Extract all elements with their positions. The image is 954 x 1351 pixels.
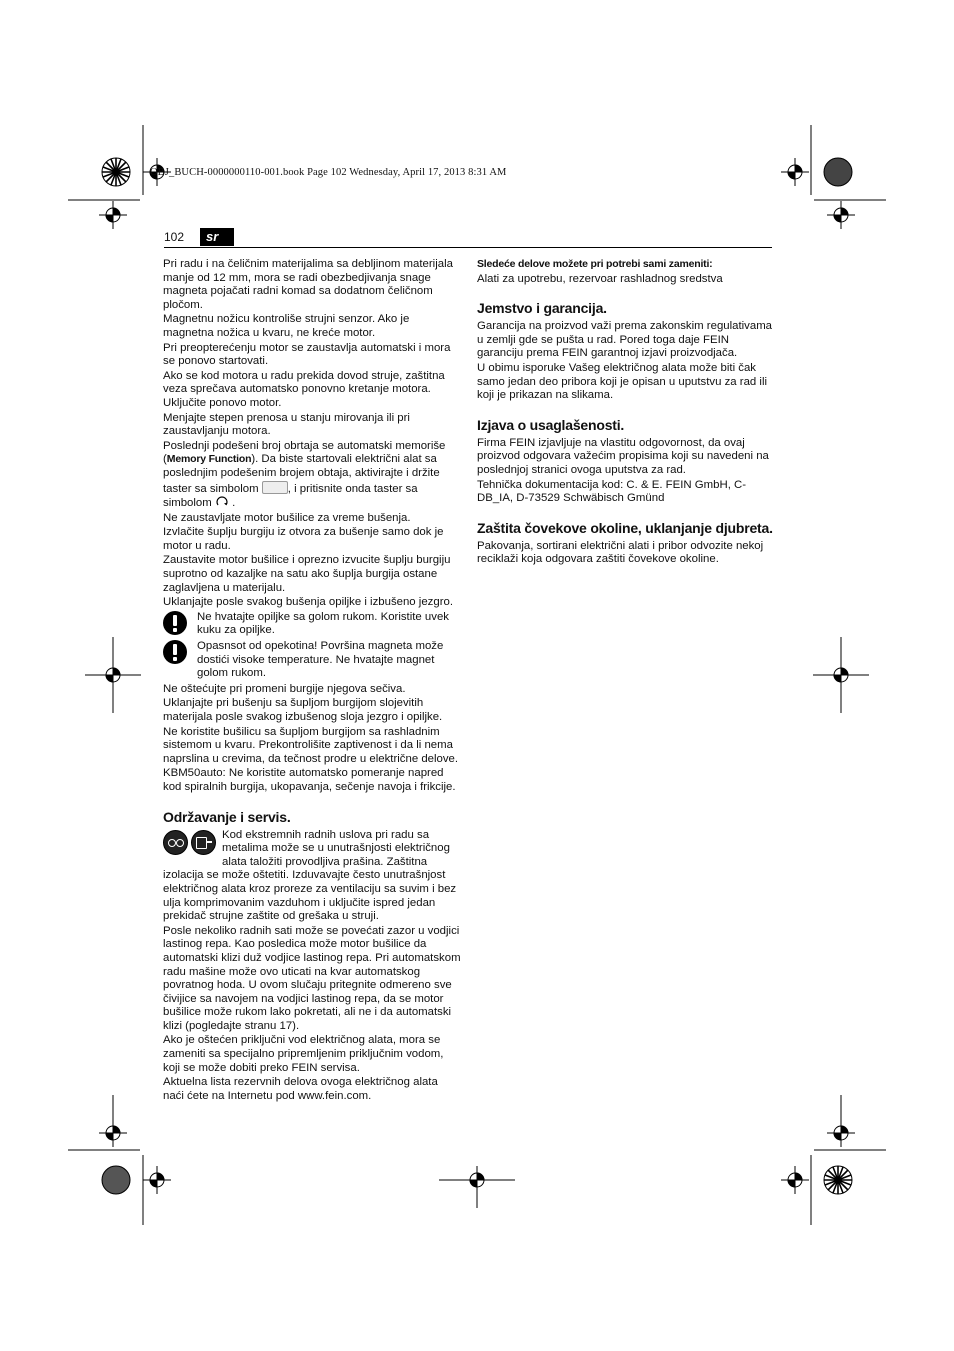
paragraph: Uklanjajte pri bušenju sa šupljom burgijom slojevitih materijala posle svakog izbušenog sloja jezgro i opiljke. (163, 697, 443, 723)
header-rule (164, 247, 772, 248)
paragraph-maintenance (163, 829, 461, 924)
text: ). Da biste startovali električni alat sa poslednjim podešenim brojem obtaja, aktivirajte i držite taster sa simbolom (163, 453, 440, 495)
paragraph: Menjajte stepen prenosa u stanju mirovanja ili pri zaustavljanju motora. (163, 411, 410, 438)
page-number: 102 (164, 230, 185, 244)
paragraph: Pakovanja, sortirani električni alati i pribor odvozite nekoj reciklaži koja odgovara zaštiti čovekove okoline. (477, 539, 764, 566)
paragraph: Pri preopterećenju motor se zaustavlja automatski i mora se ponovo startovati. (163, 341, 451, 368)
memory-function-term: Memory Function (166, 453, 252, 466)
heading-maintenance: Održavanje i servis. (163, 808, 291, 825)
heading-conformity: Izjava o usaglašenosti. (477, 416, 625, 433)
paragraph: Ako se kod motora u radu prekida dovod struje, zaštitna veza sprečava automatsko ponovno kretanje motora. Uključite ponovo motor. (163, 369, 445, 409)
replaceable-parts-heading: Sledeće delove možete pri potrebi sami zameniti: (477, 258, 713, 270)
language-badge: sr (200, 228, 234, 246)
key-symbol-icon (262, 481, 288, 494)
text: Poslednji podešeni broj obrtaja se automatski memoriše ( (163, 439, 446, 466)
file-header: OBJ_BUCH-0000000110-001.book Page 102 Wednesday, April 17, 2013 8:31 AM (150, 167, 507, 178)
warning-exclamation-icon (163, 611, 187, 635)
text: Kod ekstremnih radnih uslova pri radu sa metalima može se u unutrašnjosti električnog alata taložiti provodljiva prašina. Zaštitna izolacija se može oštetiti. Izduvavajte često unutrašnjost električnog alata kroz proreze za ventilaciju sa suvim i bez ulja komprimovanim vazduhom i uključite ispred jedan prekidač strujne zaštite od grešaka u struji. (163, 828, 457, 923)
paragraph: KBM50auto: Ne koristite automatsko pomeranje napred kod spiralnih burgija, ukopavanja, sečenje navoja i frikcije. (163, 767, 456, 793)
safety-goggles-icon (163, 830, 188, 855)
warning-text: Opasnsot od opekotina! Površina magneta može dostići visoke temperature. Ne hvatajte magnet golom rukom. (197, 640, 444, 680)
heading-warranty: Jemstvo i garancija. (477, 300, 607, 317)
warning-text: Ne hvatajte opiljke sa golom rukom. Koristite uvek kuku za opiljke. (197, 610, 449, 637)
text: . (232, 497, 236, 510)
unplug-icon (191, 830, 216, 855)
paragraph: Tehnička dokumentacija kod: C. & E. FEIN GmbH, C-DB_IA, D-73529 Schwäbisch Gmünd (477, 478, 747, 505)
warning-hot-chips (163, 611, 461, 638)
paragraph: Garancija na proizvod važi prema zakonskim regulativama u zemlji gde se pušta u rad. Pored toga daje FEIN garanciju prema FEIN garantnoj izjavi proizvodjača. (477, 320, 773, 360)
paragraph-memory-function (163, 440, 461, 511)
paragraph: Uklanjajte posle svakog bušenja opiljke i izbušeno jezgro. (163, 596, 453, 609)
paragraph: Firma FEIN izjavljuje na vlastitu odgovornost, da ovaj proizvod odgovara važećim propisima koji su navedeni na poslednjoj stranici ovoga uputstva za rad. (477, 436, 769, 476)
paragraph: Posle nekoliko radnih sati može se povećati zazor u vodjici lastinog repa. Kao posledica može motor bušilice da automatski klizi duž vodjice lastinog repa. Pri automatskom radu mašine može ovo uticati na kvar automatskog povratnog hoda. U ovom slučaju pritegnite odmereno sve čivijice sa navojem na vodjici lastinog repa, da se motor bušilice može rukom lako pokretati, ali ne i da automatski klizi (pogledajte stranu 17). (163, 924, 461, 1032)
maintenance-icons (163, 830, 216, 855)
paragraph: Ako je oštećen priključni vod električnog alata, mora se zameniti sa specijalno pripremljenim priključnim vodom, koji se može dobiti preko FEIN servisa. (163, 1034, 444, 1074)
warning-burn (163, 640, 461, 681)
text: , i pritisnite onda taster sa simbolom (163, 482, 418, 510)
paragraph: Ne koristite bušilicu sa šupljom burgijom sa rashladnim sistemom u kvaru. Prekontrolišite zaptivenost i da li nema naprslina u crevima, da tečnost prodre u električne delove. (163, 725, 459, 765)
paragraph: Ne zaustavljate motor bušilice za vreme bušenja. (163, 511, 411, 524)
left-column (163, 258, 461, 1104)
warning-exclamation-icon (163, 640, 187, 664)
paragraph: Ne oštećujte pri promeni burgije njegova sečiva. (163, 682, 406, 695)
paragraph: Izvlačite šuplju burgiju iz otvora za bušenje samo dok je motor u radu. (163, 526, 444, 552)
paragraph: Pri radu i na čeličnim materijalima sa debljinom materijala manje od 12 mm, mora se radi obezbedjivanja snage magneta pojačati radni komad sa dodatnom čeličnom pločom. (163, 258, 453, 311)
paragraph: Aktuelna lista rezervnih delova ovoga električnog alata naći ćete na Internetu pod www.fein.com. (163, 1076, 438, 1102)
paragraph: Magnetnu nožicu kontroliše strujni senzor. Ako je magnetna nožica u kvaru, ne kreće motor. (163, 313, 410, 339)
heading-environment: Zaštita čovekove okoline, uklanjanje djubreta. (477, 519, 773, 536)
paragraph: Zaustavite motor bušilice i oprezno izvucite šuplju burgiju suprotno od kazaljke na satu ako šuplja burgija ostane zaglavljena u materijalu. (163, 554, 451, 594)
paragraph: Alati za upotrebu, rezervoar rashladnog sredstva (477, 272, 723, 285)
right-column (477, 258, 775, 568)
rotation-symbol-icon (215, 496, 229, 510)
paragraph: U obimu isporuke Vašeg električnog alata može biti čak samo jedan deo pribora koji je opisan u uputstvu za rad ili koji je prikazan na slikama. (477, 361, 767, 402)
